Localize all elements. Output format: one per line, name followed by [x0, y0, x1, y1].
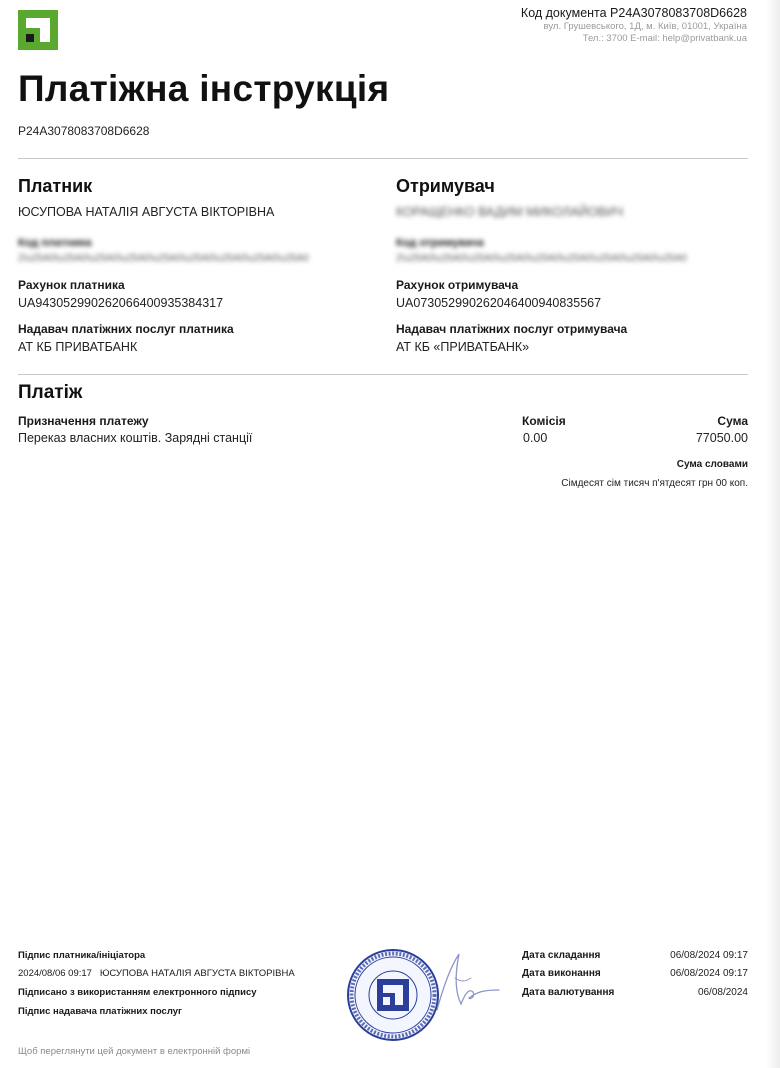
receiver-heading: Отримувач [396, 176, 495, 196]
page-edge-shadow [766, 0, 780, 1068]
document-code: Код документа P24A3078083708D6628 [520, 6, 747, 20]
receiver-provider-value: АТ КБ «ПРИВАТБАНК» [396, 340, 530, 354]
divider [18, 158, 748, 159]
receiver-provider-label: Надавач платіжних послуг отримувача [396, 322, 628, 336]
signature-datetime: 2024/08/06 09:17 [18, 968, 92, 979]
privatbank-logo-icon [18, 10, 58, 50]
sum-label: Сума [717, 414, 748, 428]
receiver-name: КОРАЩЕНКО ВАДИМ МИКОЛАЙОВИЧ [396, 205, 624, 219]
handwritten-signature-icon [425, 948, 505, 1018]
date-compiled-label: Дата складання [522, 950, 601, 961]
signature-line [18, 968, 295, 979]
date-executed-value: 06/08/2024 09:17 [670, 968, 748, 979]
signature-name: ЮСУПОВА НАТАЛІЯ АВГУСТА ВІКТОРІВНА [99, 968, 295, 979]
sum-value: 77050.00 [695, 431, 748, 445]
document-id: P24A3078083708D6628 [18, 124, 150, 138]
date-executed-label: Дата виконання [522, 968, 601, 979]
date-compiled-value: 06/08/2024 09:17 [670, 950, 748, 961]
payer-heading: Платник [18, 176, 93, 196]
esign-note: Підписано з використанням електронного підпису [18, 987, 257, 998]
receiver-section [396, 176, 756, 354]
payment-heading: Платіж [18, 382, 83, 403]
commission-value: 0.00 [523, 431, 548, 445]
bank-contacts: Тел.: 3700 E-mail: help@privatbank.ua [582, 33, 747, 44]
sum-in-words-value: Сімдесят сім тисяч п'ятдесят грн 00 коп. [561, 478, 748, 489]
payer-provider-value: АТ КБ ПРИВАТБАНК [18, 340, 138, 354]
payer-account-label: Рахунок платника [18, 278, 125, 292]
provider-signature-label: Підпис надавача платіжних послуг [18, 1006, 182, 1017]
date-value-label: Дата валютування [522, 987, 615, 998]
purpose-label: Призначення платежу [18, 414, 149, 428]
payer-code-label: Код платника [18, 237, 92, 249]
payer-section [18, 176, 378, 354]
date-value-value: 06/08/2024 [697, 987, 748, 998]
page-title: Платіжна інструкція [18, 68, 390, 109]
receiver-account-value: UA073052990262046400940835567 [396, 296, 602, 310]
commission-label: Комісія [522, 414, 566, 428]
receiver-code-value: 2\u25A0\u25A0\u25A0\u25A0\u25A0\u25A0\u25A0\u25A0\u25A0 [396, 253, 687, 264]
sum-in-words-label: Сума словами [676, 459, 748, 470]
bank-address: вул. Грушевського, 1Д, м. Київ, 01001, Україна [543, 21, 747, 32]
payer-name: ЮСУПОВА НАТАЛІЯ АВГУСТА ВІКТОРІВНА [18, 205, 275, 219]
payer-provider-label: Надавач платіжних послуг платника [18, 322, 234, 336]
header-info [521, 6, 747, 44]
view-electronic-note: Щоб переглянути цей документ в електронній формі [18, 1046, 251, 1057]
payer-code-value: 2\u25A0\u25A0\u25A0\u25A0\u25A0\u25A0\u25A0\u25A0\u25A0 [18, 253, 309, 264]
receiver-account-label: Рахунок отримувача [396, 278, 519, 292]
divider [18, 374, 748, 375]
purpose-value: Переказ власних коштів. Зарядні станції [18, 431, 253, 445]
receiver-code-label: Код отримувача [396, 237, 484, 249]
signature-label: Підпис платника/ініціатора [18, 950, 146, 961]
payer-account-value: UA943052990262066400935384317 [18, 296, 224, 310]
